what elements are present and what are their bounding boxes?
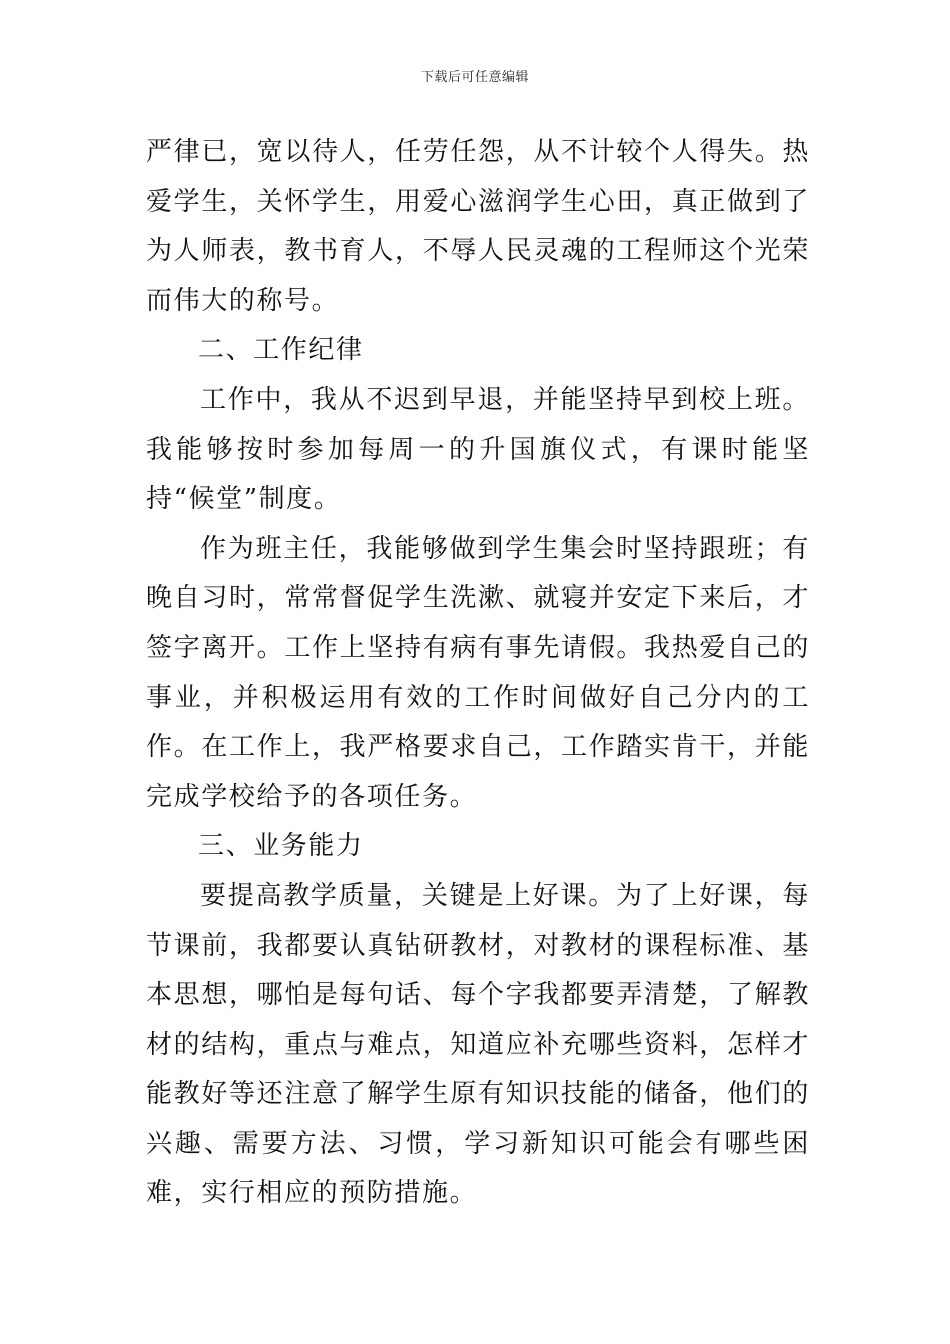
paragraph-work-discipline: 工作中，我从不迟到早退，并能坚持早到校上班。我能够按时参加每周一的升国旗仪式，有课时能坚持“候堂”制度。 — [146, 384, 810, 515]
paragraph-class-teacher: 作为班主任，我能够做到学生集会时坚持跟班；有晚自习时，常常督促学生洗漱、就寝并安定下来后，才签字离开。工作上坚持有病有事先请假。我热爱自己的事业，并积极运用有效的工作时间做好自己分内的工作。在工作上，我严格要求自己，工作踏实肯干，并能完成学校给予的各项任务。 — [146, 533, 810, 812]
paragraph-professional-ability: 要提高教学质量，关键是上好课。为了上好课，每节课前，我都要认真钻研教材，对教材的课程标准、基本思想，哪怕是每句话、每个字我都要弄清楚，了解教材的结构，重点与难点，知道应补充哪些资料，怎样才能教好等还注意了解学生原有知识技能的储备，他们的兴趣、需要方法、习惯，学习新知识可能会有哪些困难，实行相应的预防措施。 — [146, 880, 810, 1209]
paragraph-continued: 严律已，宽以待人，任劳任怨，从不计较个人得失。热爱学生，关怀学生，用爱心滋润学生心田，真正做到了为人师表，教书育人，不辱人民灵魂的工程师这个光荣而伟大的称号。 — [146, 137, 810, 316]
section-heading-work-discipline: 二、工作纪律 — [198, 335, 364, 366]
document-body — [146, 128, 810, 1219]
section-heading-professional-ability: 三、业务能力 — [198, 831, 364, 862]
page-header: 下载后可任意编辑 — [420, 70, 529, 85]
